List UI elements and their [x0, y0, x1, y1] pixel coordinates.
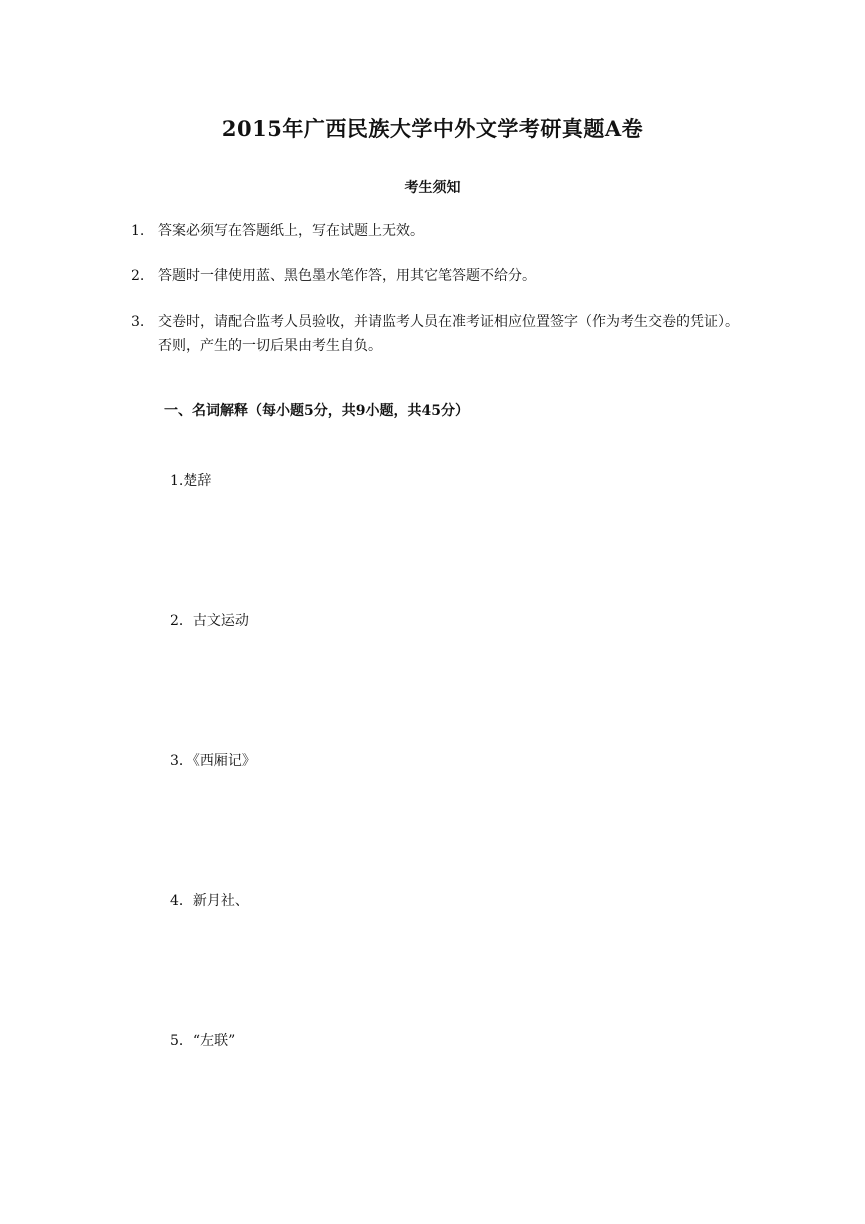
notice-heading: 考生须知: [404, 180, 461, 196]
notice-item-text: 交卷时，请配合监考人员验收，并请监考人员在准考证相应位置签字（作为考生交卷的凭证）。否则，产生的一切后果由考生自负。: [158, 314, 739, 354]
question-item: 5．“左联”: [170, 1033, 236, 1049]
question-item: 1.楚辞: [170, 473, 212, 489]
question-item: 3．《西厢记》: [170, 753, 256, 769]
section-heading: 一、名词解释（每小题5分，共9小题，共45分）: [164, 403, 469, 419]
notice-item-number: 3.: [131, 314, 145, 330]
notice-item: [131, 219, 751, 243]
notice-item-number: 2.: [131, 268, 145, 284]
question-item: 4．新月社、: [170, 893, 249, 909]
notice-item-text: 答案必须写在答题纸上，写在试题上无效。: [158, 223, 424, 239]
notice-item: [131, 310, 751, 358]
notice-item: [131, 264, 751, 288]
notice-item-number: 1.: [131, 223, 145, 239]
question-item: 2．古文运动: [170, 613, 249, 629]
page-title: 2015年广西民族大学中外文学考研真题A卷: [221, 116, 644, 141]
notice-item-text: 答题时一律使用蓝、黑色墨水笔作答，用其它笔答题不给分。: [158, 268, 536, 284]
